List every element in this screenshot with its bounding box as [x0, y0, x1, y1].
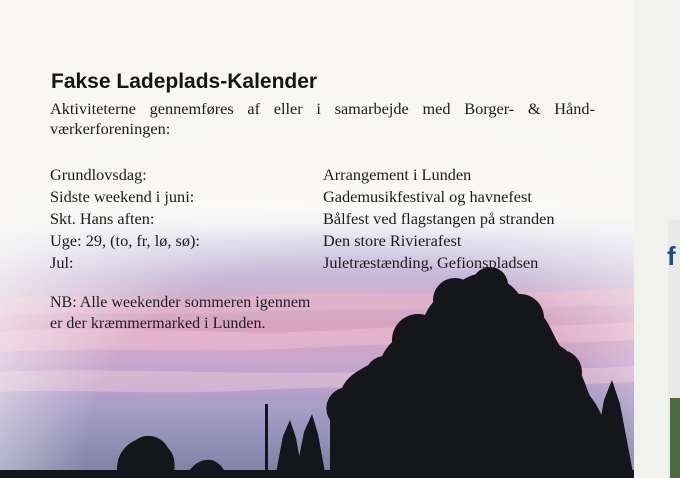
event-row: [50, 231, 610, 253]
intro-text: Aktiviteterne gennemføres af eller i samarbejde med Borger- & Håndværkerforeningen:: [50, 99, 595, 138]
event-activity: Bålfest ved flagstangen på stranden: [323, 209, 555, 228]
event-activity: Arrangement i Lunden: [323, 165, 472, 184]
event-row: [50, 187, 610, 209]
market-note-line1: NB: Alle weekender sommeren igennem: [50, 294, 311, 311]
adjacent-page-letter: f: [667, 241, 676, 271]
event-activity: Gademusikfestival og havnefest: [323, 187, 532, 206]
event-activity: Juletræstænding, Gefionspladsen: [323, 253, 539, 272]
market-note: [50, 292, 380, 334]
market-note-line2: er der kræmmermarked i Lunden.: [50, 315, 266, 332]
event-date: Grundlovsdag:: [50, 165, 147, 184]
event-date: Sidste weekend i juni:: [50, 187, 195, 206]
event-row: [50, 165, 610, 187]
event-date: Skt. Hans aften:: [50, 209, 155, 228]
event-activity: Den store Rivierafest: [323, 231, 462, 250]
event-list: [50, 165, 610, 275]
adjacent-page-photo: [670, 398, 680, 478]
event-row: [50, 253, 610, 275]
event-date: Uge: 29, (to, fr, lø, sø):: [50, 231, 200, 250]
page-title: Fakse Ladeplads-Kalender: [51, 70, 318, 93]
event-row: [50, 209, 610, 231]
event-date: Jul:: [50, 253, 74, 272]
